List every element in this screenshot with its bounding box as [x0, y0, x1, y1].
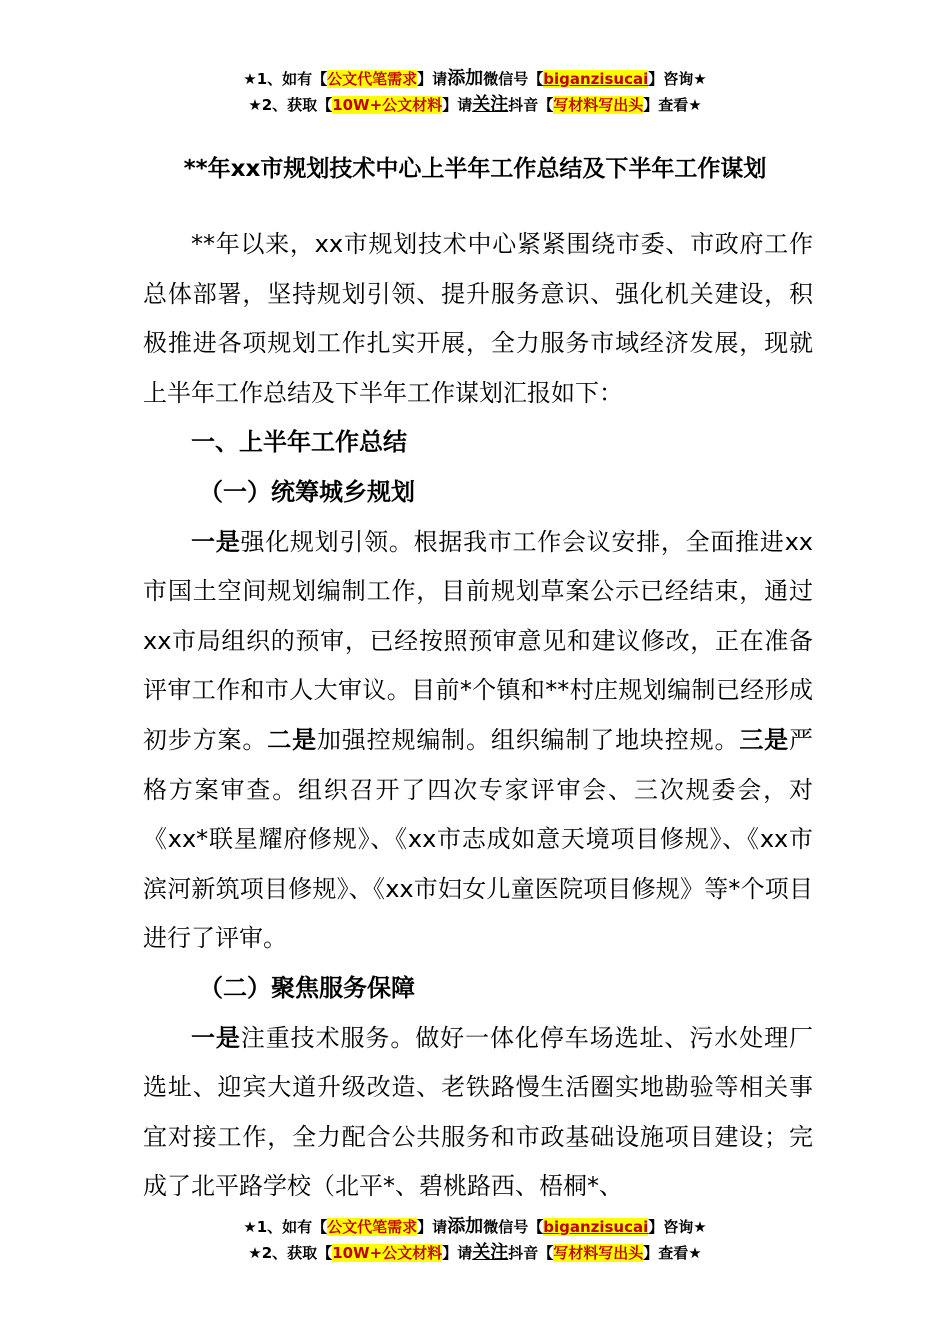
banner-emphasis: 添加	[447, 68, 484, 89]
banner-text: ★2、获取【	[248, 1244, 333, 1262]
banner-highlight: 10W+公文材料	[332, 96, 443, 114]
banner-line-2	[0, 92, 950, 118]
subsection-heading: （一）统筹城乡规划	[199, 477, 415, 506]
banner-text: 抖音【	[508, 96, 554, 114]
banner-text: ★1、如有【	[243, 1218, 328, 1236]
banner-text: 微信号【	[483, 70, 544, 88]
banner-text: ★2、获取【	[248, 96, 333, 114]
banner-highlight: 10W+公文材料	[332, 1244, 443, 1262]
banner-text: 】查看★	[643, 1244, 702, 1262]
section-heading: 一、上半年工作总结	[191, 428, 407, 457]
paragraph-service	[143, 1014, 813, 1212]
banner-line-1	[0, 66, 950, 92]
banner-wechat-id: biganzisucai	[543, 70, 649, 88]
bottom-banner	[0, 1214, 950, 1266]
banner-text: ★1、如有【	[243, 70, 328, 88]
banner-text: 抖音【	[508, 1244, 554, 1262]
banner-text: 】请	[417, 1218, 448, 1236]
banner-emphasis: 关注	[472, 1242, 509, 1263]
banner-highlight: 写材料写出头	[553, 96, 644, 114]
keyword: 一是	[191, 527, 241, 556]
banner-line-2	[0, 1240, 950, 1266]
banner-line-1	[0, 1214, 950, 1240]
banner-text: 微信号【	[483, 1218, 544, 1236]
banner-text: 】咨询★	[648, 70, 707, 88]
banner-wechat-id: biganzisucai	[543, 1218, 649, 1236]
subsection-heading: （二）聚焦服务保障	[199, 973, 415, 1002]
paragraph-text: 强化规划引领。根据我市工作会议安排，全面推进xx市国土空间规划编制工作，目前规划草案公示已经结束，通过xx市局组织的预审，已经按照预审意见和建议修改，正在准备评审工作和市人大审议。目前*个镇和**村庄规划编制已经形成初步方案。	[143, 527, 814, 754]
banner-text: 】咨询★	[648, 1218, 707, 1236]
document-title: **年xx市规划技术中心上半年工作总结及下半年工作谋划	[183, 156, 767, 182]
banner-text: 】请	[442, 96, 473, 114]
document-body	[143, 220, 813, 1212]
paragraph-planning	[143, 518, 813, 964]
banner-text: 】请	[417, 70, 448, 88]
intro-paragraph: **年以来，xx市规划技术中心紧紧围绕市委、市政府工作总体部署，坚持规划引领、提升服务意识、强化机关建设，积极推进各项规划工作扎实开展，全力服务市域经济发展，现就上半年工作总结及下半年工作谋划汇报如下：	[143, 230, 813, 407]
banner-text: 】查看★	[643, 96, 702, 114]
paragraph-text: 注重技术服务。做好一体化停车场选址、污水处理厂选址、迎宾大道升级改造、老铁路慢生活圈实地勘验等相关事宜对接工作，全力配合公共服务和市政基础设施项目建设；完成了北平路学校（北平*、碧桃路西、梧桐*、	[143, 1023, 814, 1201]
banner-emphasis: 关注	[472, 94, 509, 115]
keyword: 三是	[739, 725, 790, 754]
banner-highlight: 公文代笔需求	[327, 1218, 418, 1236]
banner-text: 】请	[442, 1244, 473, 1262]
keyword: 二是	[267, 725, 317, 754]
banner-highlight: 公文代笔需求	[327, 70, 418, 88]
banner-highlight: 写材料写出头	[553, 1244, 644, 1262]
paragraph-text: 严格方案审查。组织召开了四次专家评审会、三次规委会，对《xx*联星耀府修规》、《xx市志成如意天境项目修规》、《xx市滨河新筑项目修规》、《xx市妇女儿童医院项目修规》等*个项目进行了评审。	[143, 725, 814, 953]
keyword: 一是	[191, 1023, 241, 1052]
paragraph-text: 加强控规编制。组织编制了地块控规。	[316, 725, 740, 754]
banner-emphasis: 添加	[447, 1216, 484, 1237]
top-banner	[0, 66, 950, 118]
